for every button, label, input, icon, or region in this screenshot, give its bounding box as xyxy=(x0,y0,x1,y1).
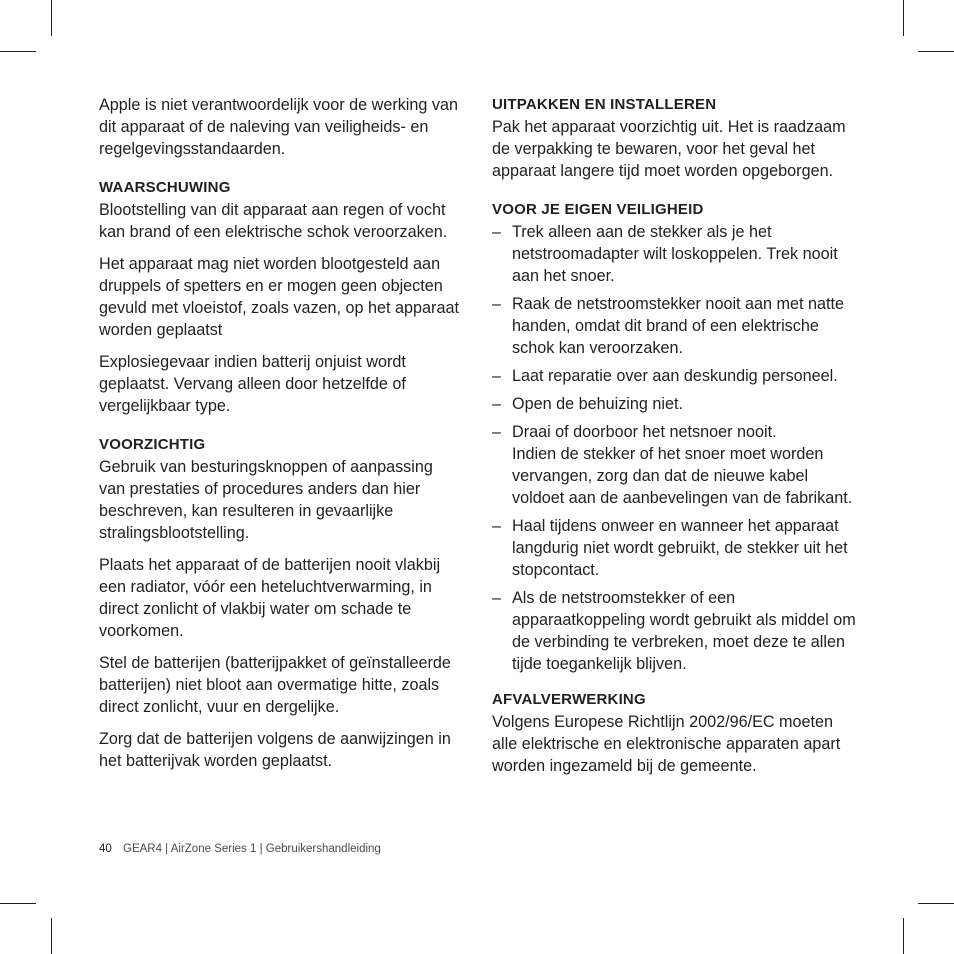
crop-mark xyxy=(51,918,52,954)
voorzichtig-section xyxy=(99,434,461,772)
list-item: – Raak de netstroomstekker nooit aan met natte handen, omdat dit brand of een elektrische schok kan veroorzaken. xyxy=(492,293,857,359)
veiligheid-heading: VOOR JE EIGEN VEILIGHEID xyxy=(492,201,704,218)
footer-text: GEAR4 | AirZone Series 1 | Gebruikershandleiding xyxy=(123,843,381,855)
crop-mark xyxy=(918,903,954,904)
afval-section xyxy=(492,689,857,777)
crop-mark xyxy=(918,51,954,52)
crop-mark xyxy=(0,903,36,904)
voorzichtig-paragraph: Stel de batterijen (batterijpakket of geïnstalleerde batterijen) niet bloot aan overmatige hitte, zoals direct zonlicht, vuur en dergelijke. xyxy=(99,654,451,716)
voorzichtig-paragraph: Zorg dat de batterijen volgens de aanwijzingen in het batterijvak worden geplaatst. xyxy=(99,730,451,770)
waarschuwing-paragraph: Explosiegevaar indien batterij onjuist wordt geplaatst. Vervang alleen door hetzelfde of vergelijkbaar type. xyxy=(99,353,406,415)
crop-mark xyxy=(0,51,36,52)
waarschuwing-paragraph: Het apparaat mag niet worden blootgesteld aan druppels of spetters en er mogen geen objecten gevuld met vloeistof, zoals vazen, op het apparaat worden geplaatst xyxy=(99,255,459,339)
right-column xyxy=(492,94,857,791)
page-number: 40 xyxy=(99,843,112,855)
list-item: – Laat reparatie over aan deskundig personeel. xyxy=(492,365,857,387)
afval-heading: AFVALVERWERKING xyxy=(492,691,646,708)
waarschuwing-paragraph: Blootstelling van dit apparaat aan regen of vocht kan brand of een elektrische schok veroorzaken. xyxy=(99,201,448,241)
crop-mark xyxy=(51,0,52,36)
afval-paragraph: Volgens Europese Richtlijn 2002/96/EC moeten alle elektrische en elektronische apparaten apart worden ingezameld bij de gemeente. xyxy=(492,713,841,775)
voorzichtig-paragraph: Plaats het apparaat of de batterijen nooit vlakbij een radiator, vóór een heteluchtverwarming, in direct zonlicht of vlakbij water om schade te voorkomen. xyxy=(99,556,441,640)
crop-mark xyxy=(903,0,904,36)
intro-section xyxy=(99,94,461,160)
intro-paragraph: Apple is niet verantwoordelijk voor de werking van dit apparaat of de naleving van veiligheids- en regelgevingsstandaarden. xyxy=(99,96,459,158)
uitpakken-heading: UITPAKKEN EN INSTALLEREN xyxy=(492,96,717,113)
voorzichtig-paragraph: Gebruik van besturingsknoppen of aanpassing van prestaties of procedures anders dan hier beschreven, kan resulteren in gevaarlijke stralingsblootstelling. xyxy=(99,458,433,542)
page-footer xyxy=(99,843,381,855)
list-item: – Open de behuizing niet. xyxy=(492,393,857,415)
veiligheid-list xyxy=(492,221,857,675)
uitpakken-section xyxy=(492,94,857,182)
waarschuwing-section xyxy=(99,177,461,417)
uitpakken-paragraph: Pak het apparaat voorzichtig uit. Het is raadzaam de verpakking te bewaren, voor het geval het apparaat langere tijd moet worden opgeborgen. xyxy=(492,118,846,180)
voorzichtig-heading: VOORZICHTIG xyxy=(99,436,206,453)
list-item: – Als de netstroomstekker of een apparaatkoppeling wordt gebruikt als middel om de verbinding te verbreken, moet deze te allen tijde toegankelijk blijven. xyxy=(492,587,857,675)
waarschuwing-heading: WAARSCHUWING xyxy=(99,179,231,196)
list-item: – Haal tijdens onweer en wanneer het apparaat langdurig niet wordt gebruikt, de stekker uit het stopcontact. xyxy=(492,515,857,581)
veiligheid-section xyxy=(492,199,857,675)
crop-mark xyxy=(903,918,904,954)
left-column xyxy=(99,94,461,787)
list-item: – Trek alleen aan de stekker als je het netstroomadapter wilt loskoppelen. Trek nooit aan het snoer. xyxy=(492,221,857,287)
list-item: – Draai of doorboor het netsnoer nooit. Indien de stekker of het snoer moet worden vervangen, zorg dan dat de nieuwe kabel voldoet aan de aanbevelingen van de fabrikant. xyxy=(492,421,857,509)
